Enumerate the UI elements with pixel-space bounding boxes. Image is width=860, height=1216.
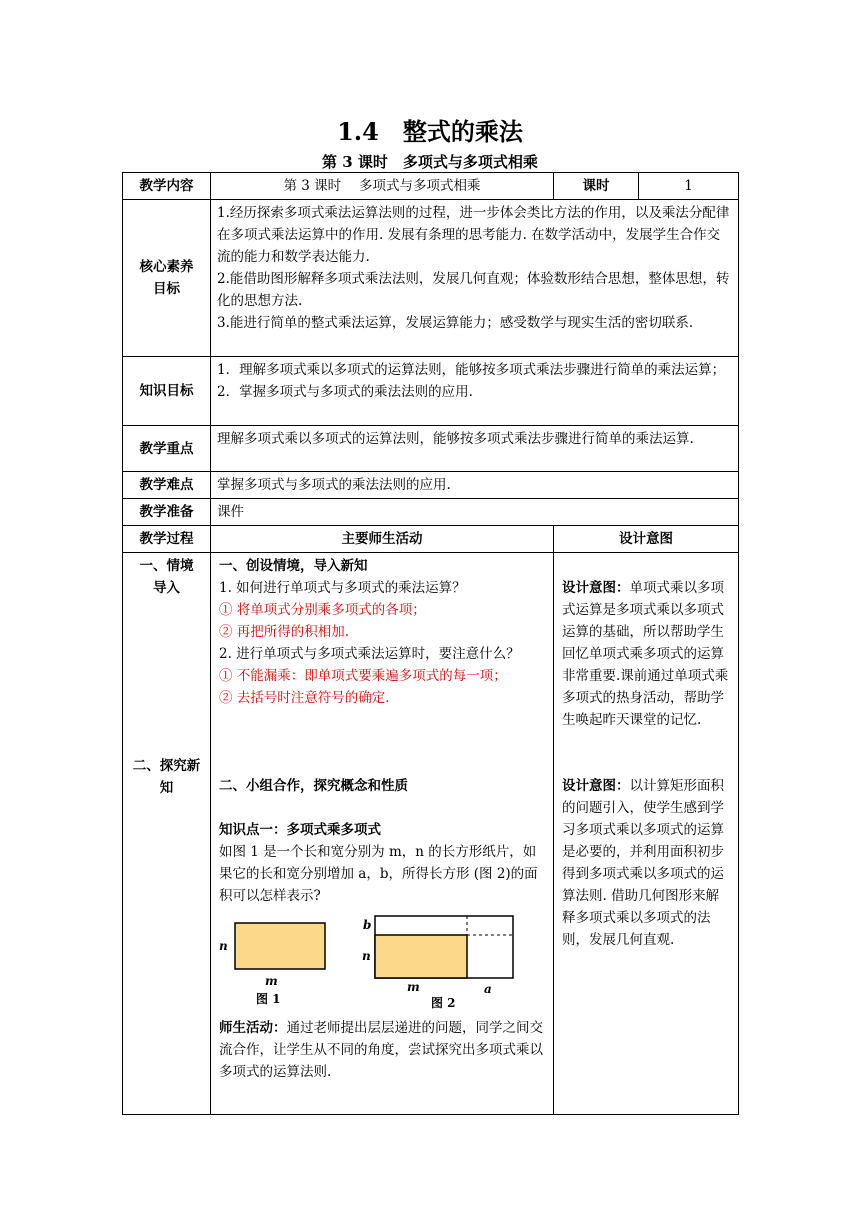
answer-1-1: ① 将单项式分别乘多项式的各项； (219, 602, 426, 618)
stage-2-label: 二、探究新 知 (132, 758, 201, 796)
header-process: 教学过程 (123, 526, 211, 553)
row-content (123, 173, 739, 200)
row-process-header (123, 526, 739, 553)
stage-column (123, 553, 211, 1115)
lesson-subtitle: 第 3 课时 多项式与多项式相乘 (322, 153, 538, 171)
answer-2-1: ① 不能漏乘：即单项式要乘遍多项式的每一项； (219, 668, 507, 684)
knowledge-point-text: 如图 1 是一个长和宽分别为 m，n 的长方形纸片，如果它的长和宽分别增加 a，b，所得长方形 (图 2)的面积可以怎样表示? (219, 844, 538, 904)
figure-1-label-n: n (219, 939, 228, 953)
row-knowledge (123, 357, 739, 426)
lesson-plan-table (122, 172, 739, 1115)
figure-2-caption: 图 2 (431, 996, 456, 1010)
figure-1-label-m: m (265, 974, 278, 988)
value-knowledge (211, 357, 739, 426)
label-prep: 教学准备 (123, 499, 211, 526)
label-difficulty: 教学难点 (123, 472, 211, 499)
stage-1-heading: 一、创设情境，导入新知 (219, 558, 368, 574)
intent-2: 设计意图：以计算矩形面积的问题引入，使学生感到学习多项式乘以多项式的运算是必要的，并利用面积初步得到多项式乘以多项式的运算法则. 借助几何图形来解释多项式乘以多项式的法则，发展几何直观. (562, 778, 724, 948)
knowledge-item: 1．理解多项式乘以多项式的运算法则，能够按多项式乘法步骤进行简单的乘法运算； (217, 362, 726, 378)
question-2: 2. 进行单项式与多项式乘法运算时，要注意什么？ (219, 646, 520, 662)
literacy-item: 2.能借助图形解释多项式乘法法则，发展几何直观；体验数形结合思想，整体思想，转化的思想方法. (217, 271, 730, 309)
figure-1-rect (235, 923, 325, 969)
value-content: 第 3 课时 多项式与多项式相乘 (211, 173, 554, 200)
teacher-student-activity: 师生活动：通过老师提出层层递进的问题，同学之间交流合作，让学生从不同的角度，尝试探究出多项式乘以多项式的运算法则. (219, 1020, 543, 1080)
lesson-title: 1.4 整式的乘法 (337, 117, 523, 146)
answer-1-2: ② 再把所得的积相加. (219, 624, 350, 640)
answer-2-2: ② 去括号时注意符号的确定. (219, 690, 390, 706)
row-key-point (123, 426, 739, 472)
stage-1-label: 一、情境 导入 (139, 558, 194, 596)
value-literacy (211, 200, 739, 357)
figure-2-label-b: b (363, 918, 372, 932)
label-content: 教学内容 (123, 173, 211, 200)
label-literacy: 核心素养 目标 (123, 200, 211, 357)
row-prep (123, 499, 739, 526)
value-hours: 1 (639, 173, 739, 200)
intent-column (554, 553, 739, 1115)
area-figures (219, 913, 539, 1013)
figure-2-label-m: m (407, 980, 420, 994)
label-hours: 课时 (554, 173, 639, 200)
literacy-item: 3.能进行简单的整式乘法运算，发展运算能力；感受数学与现实生活的密切联系. (217, 315, 694, 331)
label-knowledge: 知识目标 (123, 357, 211, 426)
row-literacy (123, 200, 739, 357)
knowledge-point-heading: 知识点一：多项式乘多项式 (219, 822, 381, 838)
figure-2-label-n: n (362, 949, 371, 963)
label-key-point: 教学重点 (123, 426, 211, 472)
value-prep: 课件 (211, 499, 739, 526)
figure-1-caption: 图 1 (256, 992, 281, 1006)
question-1: 1. 如何进行单项式与多项式的乘法运算？ (219, 580, 466, 596)
figure-2-label-a: a (484, 982, 492, 996)
intent-1: 设计意图：单项式乘以多项式运算是多项式乘以多项式运算的基础，所以帮助学生回忆单项式乘多项式的运算非常重要.课前通过单项式乘多项式的热身活动，帮助学生唤起昨天课堂的记忆. (562, 580, 729, 728)
figures (219, 913, 545, 1013)
knowledge-item: 2．掌握多项式与多项式的乘法法则的应用. (217, 384, 473, 400)
main-activity-column (211, 553, 554, 1115)
figure-2-inner (375, 935, 467, 978)
value-key-point: 理解多项式乘以多项式的运算法则，能够按多项式乘法步骤进行简单的乘法运算. (211, 426, 739, 472)
header-main-activity: 主要师生活动 (211, 526, 554, 553)
value-difficulty: 掌握多项式与多项式的乘法法则的应用. (211, 472, 739, 499)
header-intent: 设计意图 (554, 526, 739, 553)
row-difficulty (123, 472, 739, 499)
row-process-body (123, 553, 739, 1115)
literacy-item: 1.经历探索多项式乘法运算法则的过程，进一步体会类比方法的作用，以及乘法分配律在多项式乘法运算中的作用. 发展有条理的思考能力. 在数学活动中，发展学生合作交流的能力和数学表达能力. (217, 205, 730, 265)
stage-2-heading: 二、小组合作，探究概念和性质 (219, 778, 408, 794)
